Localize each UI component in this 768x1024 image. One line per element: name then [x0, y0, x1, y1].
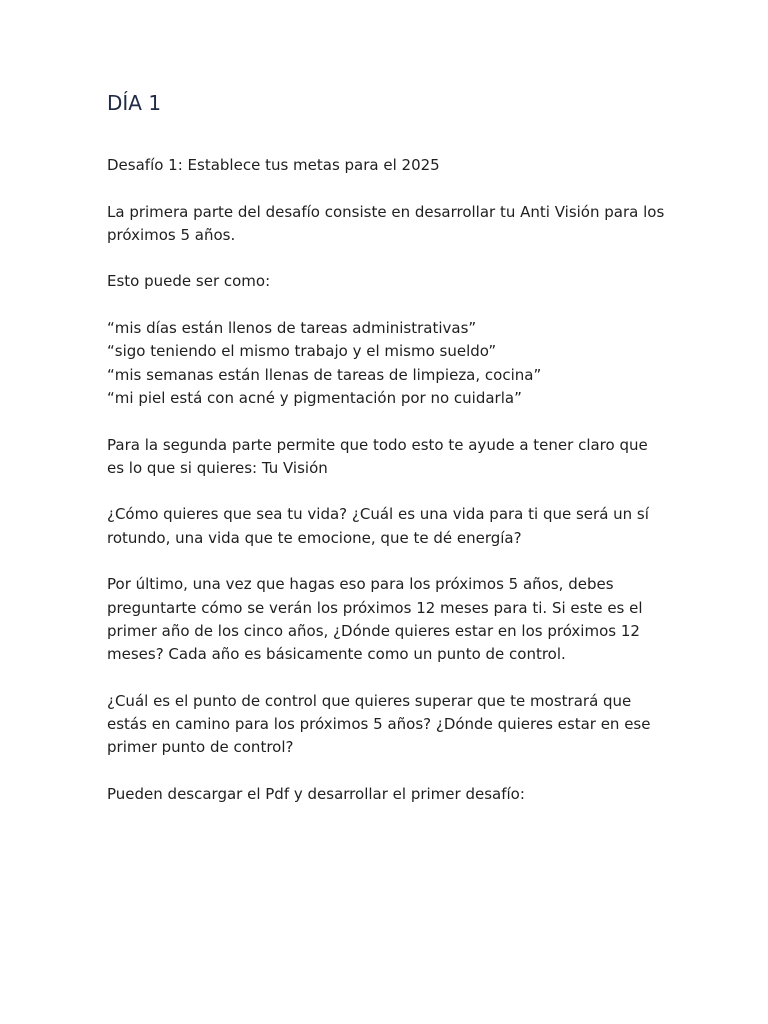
- example-item: “mi piel está con acné y pigmentación por no cuidarla”: [107, 388, 522, 407]
- finally-paragraph: Por último, una vez que hagas eso para los próximos 5 años, debes preguntarte cómo se verán los próximos 12 meses para ti. Si este es el primer año de los cinco años, ¿Dónde quieres estar en los próximos 12 meses? Cada año es básicamente como un punto de control.: [107, 575, 643, 664]
- document-page: [107, 88, 667, 830]
- checkpoint-paragraph: ¿Cuál es el punto de control que quieres superar que te mostrará que estás en camino para los próximos 5 años? ¿Dónde quieres estar en ese primer punto de control?: [107, 691, 651, 757]
- second-part-paragraph: Para la segunda parte permite que todo esto te ayude a tener claro que es lo que si quieres: Tu Visión: [107, 435, 648, 477]
- page-title: DÍA 1: [107, 91, 162, 115]
- challenge-title: Desafío 1: Establece tus metas para el 2025: [107, 156, 440, 174]
- example-item: “sigo teniendo el mismo trabajo y el mismo sueldo”: [107, 342, 497, 361]
- intro-paragraph: La primera parte del desafío consiste en desarrollar tu Anti Visión para los próximos 5 años.: [107, 202, 665, 244]
- examples-list: [107, 317, 667, 410]
- questions-paragraph: ¿Cómo quieres que sea tu vida? ¿Cuál es una vida para ti que será un sí rotundo, una vida que te emocione, que te dé energía?: [107, 505, 649, 547]
- example-item: “mis semanas están llenas de tareas de limpieza, cocina”: [107, 365, 542, 384]
- example-item: “mis días están llenos de tareas administrativas”: [107, 319, 477, 338]
- download-paragraph: Pueden descargar el Pdf y desarrollar el primer desafío:: [107, 785, 525, 804]
- examples-lead: Esto puede ser como:: [107, 272, 271, 291]
